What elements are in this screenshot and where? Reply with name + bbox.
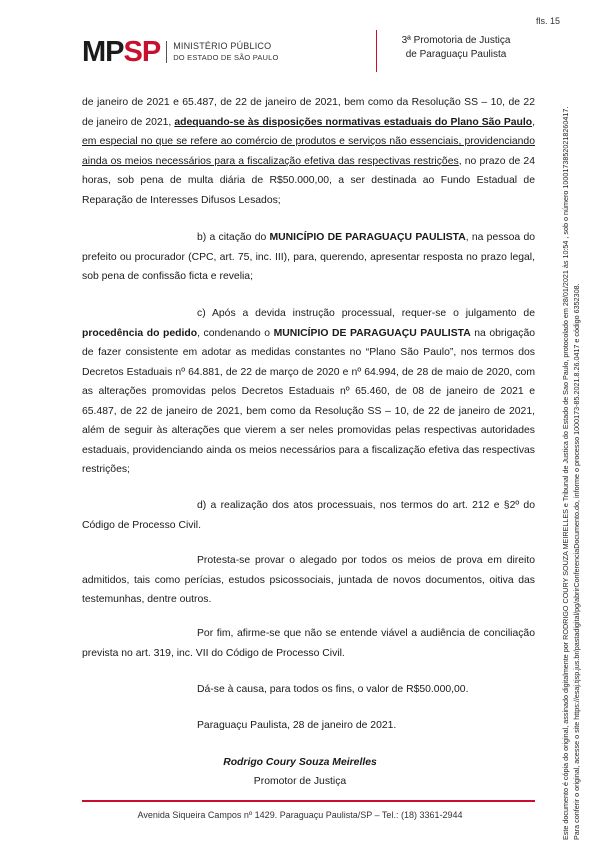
promotoria-line1: 3ª Promotoria de Justiça: [401, 35, 511, 46]
paragraph-4: [82, 496, 535, 535]
footer-address: Avenida Siqueira Campos nº 1429. Paraguaçu Paulista/SP – Tel.: (18) 3361-2944: [137, 810, 463, 820]
paragraph-6: [82, 624, 535, 663]
paragraph-7: [82, 680, 535, 700]
signature-title: Promotor de Justiça: [253, 776, 347, 787]
promotoria-label: [386, 34, 526, 62]
org-line1: MINISTÉRIO PÚBLICO: [173, 41, 272, 51]
side-authentication-stamp: [560, 4, 582, 840]
p3-text-a: c) Após a devida instrução processual, requer-se o julgamento de: [197, 308, 535, 319]
p7-text: Dá-se à causa, para todos os fins, o valor de R$50.000,00.: [197, 684, 469, 695]
page-number: fls. 15: [535, 16, 560, 26]
p3-text-c: , condenando o: [197, 327, 274, 339]
p2-text-c: , na pessoa do prefeito ou procurador (CPC, art. 75, inc. III), para, querendo, apresentar resposta no prazo legal, sob pena de confissão ficta e revelia;: [82, 232, 535, 282]
paragraph-5: [82, 551, 535, 610]
side-stamp-line1: Este documento é cópia do original, assinado digitalmente por RODRIGO COURY SOUZA MEIRELLES e Tribunal de Justica do Estado de Sao Paulo, protocolado em 28/01/2021 às 10:54 , sob o número 10001738520218260417.: [561, 106, 570, 840]
org-name: [166, 41, 278, 63]
paragraph-3: [82, 304, 535, 480]
p1-text-b: adequando-se às disposições normativas estaduais do Plano São Paulo: [174, 116, 533, 128]
header-divider: [376, 30, 377, 72]
p1-text-d: , no prazo de 24 horas, sob pena de multa diária de R$50.000,00, a ser destinada ao Fundo Estadual de Reparação de Interesses Difusos Lesados;: [82, 155, 535, 206]
side-stamp-line2: Para conferir o original, acesse o site https://esaj.tjsp.jus.br/pastadigital/pg/abrirConferenciaDocumento.do, informe o processo 1000173-85.2021.8.26.0417 e código 6352308.: [572, 283, 581, 840]
p5-text: Protesta-se provar o alegado por todos os meios de prova em direito admitidos, tais como perícias, estudos psicossociais, juntada de novos documentos, oitiva das testemunhas, dentre outros.: [82, 555, 535, 605]
p8-text: Paraguaçu Paulista, 28 de janeiro de 2021.: [197, 720, 397, 731]
logo-sp: SP: [123, 35, 161, 68]
p2-text-b: MUNICÍPIO DE PARAGUAÇU PAULISTA: [269, 232, 466, 243]
paragraph-1: [82, 93, 535, 210]
logo-mp: MP: [82, 35, 124, 68]
p3-text-d: MUNICÍPIO DE PARAGUAÇU PAULISTA: [273, 327, 471, 339]
p2-text-a: b) a citação do: [197, 232, 270, 243]
signature-name: Rodrigo Coury Souza Meirelles: [223, 757, 377, 768]
p4-text: d) a realização dos atos processuais, nos termos do art. 212 e §2º do Código de Processo Civil.: [82, 500, 535, 531]
paragraph-2: [82, 228, 535, 287]
mpsp-logo: [82, 36, 279, 68]
p6-text: Por fim, afirme-se que não se entende viável a audiência de conciliação prevista no art. 319, inc. VII do Código de Processo Civil.: [82, 628, 535, 659]
p1-text-c: , em especial no que se refere ao comércio de produtos e serviços não essenciais, providenciando ainda os meios necessários para a fiscalização efetiva das respectivas restrições: [82, 116, 535, 167]
p3-text-e: na obrigação de fazer consistente em adotar as medidas constantes no “Plano São Paulo”, nos termos dos Decretos Estaduais nº 64.881, de 22 de março de 2020 e nº 64.994, de 28 de maio de 2020, com as alterações promovidas pelos Decretos Estaduais nº 65.460, de 08 de janeiro de 2021 e 65.487, de 22 de janeiro de 2021, bem como da Resolução SS – 10, de 22 de janeiro de 2021, além de seguir às alterações que vierem a ser neles promovidas pelas respectivas autoridades estaduais, providenciando ainda os meios necessários para a fiscalização efetiva das respectivas restrições;: [82, 327, 535, 475]
p1-text-a: de janeiro de 2021 e 65.487, de 22 de janeiro de 2021, bem como da Resolução SS – 10, de 22 de janeiro de 2021,: [82, 97, 535, 128]
org-line2: DO ESTADO DE SÃO PAULO: [173, 53, 279, 62]
p3-text-b: procedência do pedido: [82, 327, 198, 339]
promotoria-line2: de Paraguaçu Paulista: [405, 49, 507, 60]
footer-divider: [82, 800, 535, 802]
paragraph-8: [82, 716, 535, 736]
